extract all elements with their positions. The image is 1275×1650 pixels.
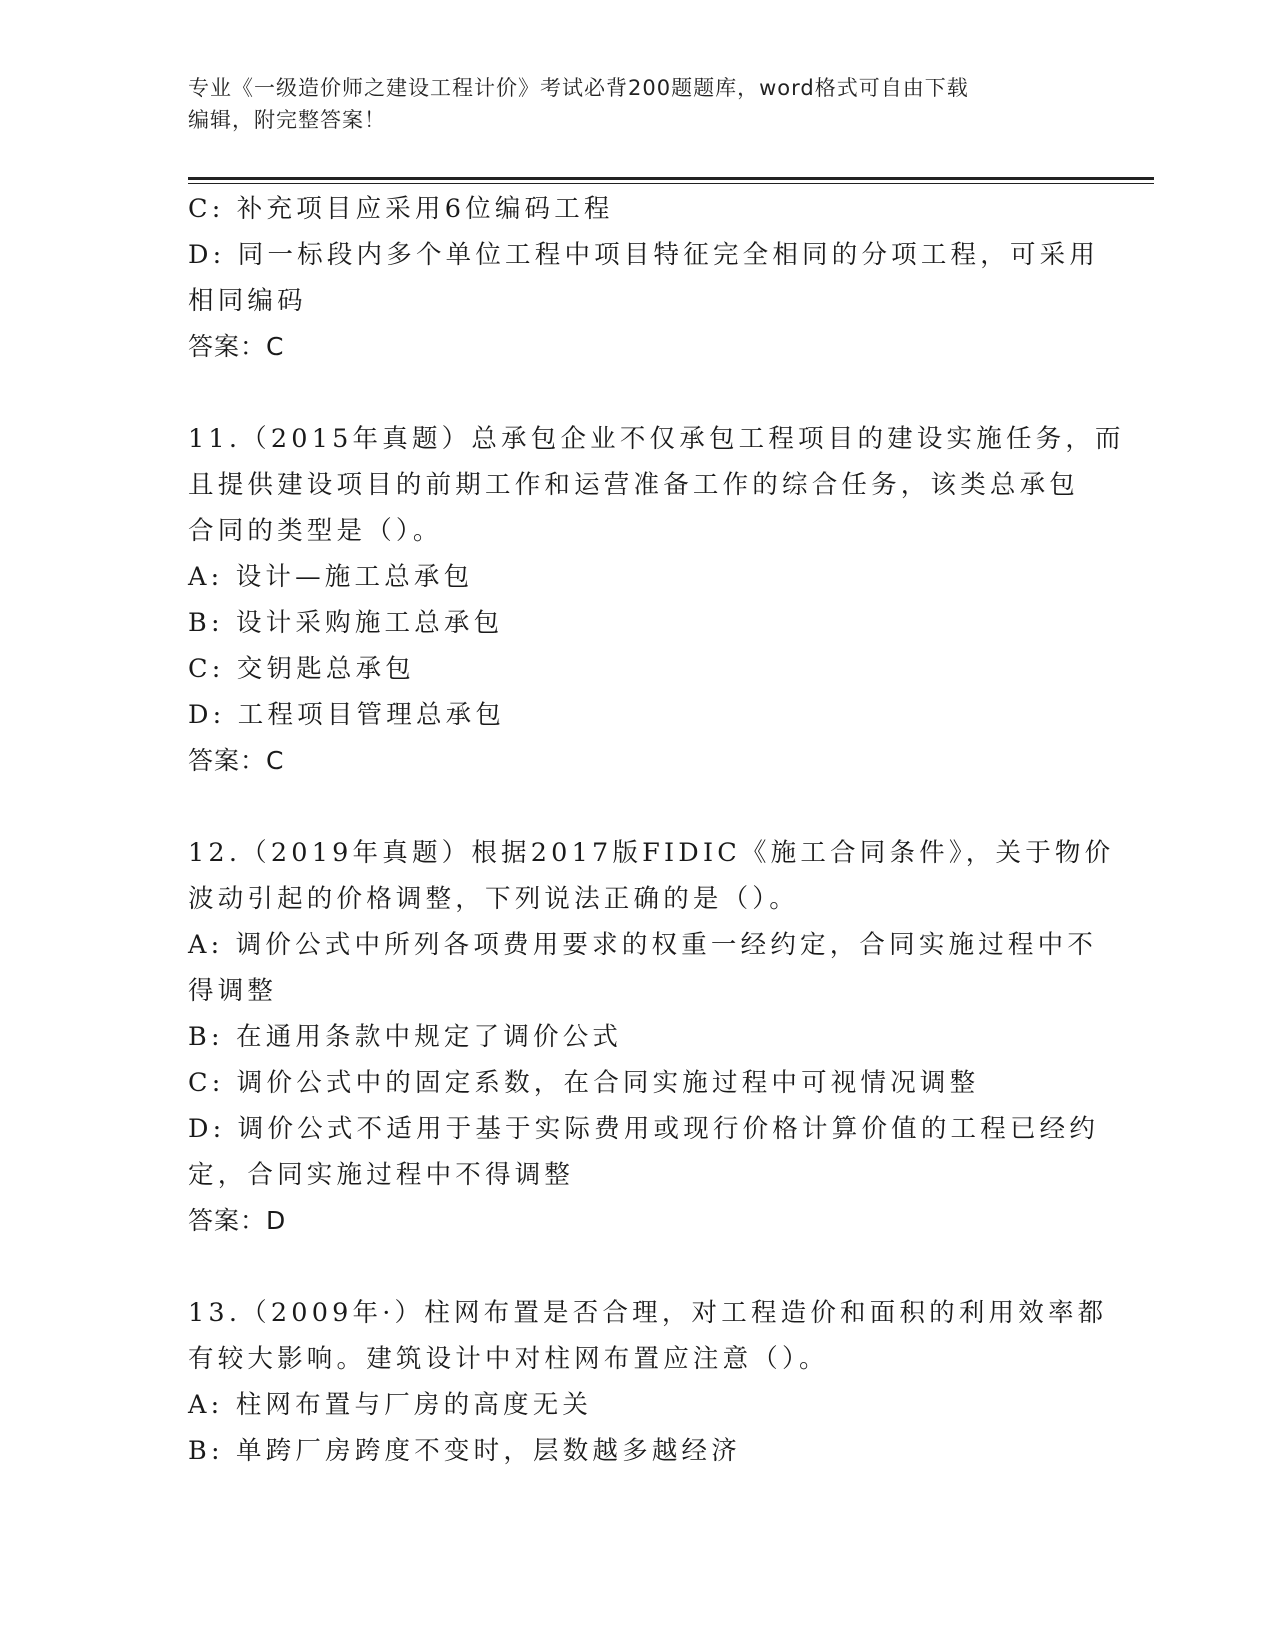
option-c: C: 补充项目应采用6位编码工程 bbox=[188, 194, 614, 224]
question-stem: 12.（2019年真题）根据2017版FIDIC《施工合同条件》，关于物价 bbox=[188, 838, 1115, 868]
page-header bbox=[188, 72, 1088, 136]
option-b: B: 单跨厂房跨度不变时，层数越多越经济 bbox=[188, 1436, 741, 1466]
option-d: D: 工程项目管理总承包 bbox=[188, 700, 506, 730]
spacer bbox=[188, 1244, 1088, 1290]
option-d: D: 调价公式不适用于基于实际费用或现行价格计算价值的工程已经约 bbox=[188, 1114, 1100, 1144]
option-a: A: 柱网布置与厂房的高度无关 bbox=[188, 1390, 593, 1420]
answer: 答案：C bbox=[188, 746, 285, 775]
option-c: C: 交钥匙总承包 bbox=[188, 654, 416, 684]
question-12 bbox=[188, 830, 1115, 1244]
spacer bbox=[188, 370, 1088, 416]
option-b: B: 设计采购施工总承包 bbox=[188, 608, 504, 638]
question-stem-continued: 有较大影响。建筑设计中对柱网布置应注意（）。 bbox=[188, 1344, 829, 1374]
question-stem-continued: 且提供建设项目的前期工作和运营准备工作的综合任务，该类总承包 bbox=[188, 470, 1080, 500]
option-d-continued: 相同编码 bbox=[188, 286, 307, 316]
question-stem: 13.（2009年·）柱网布置是否合理，对工程造价和面积的利用效率都 bbox=[188, 1298, 1108, 1328]
question-10-fragment bbox=[188, 186, 1100, 370]
question-13 bbox=[188, 1290, 1108, 1474]
header-divider-thick bbox=[188, 177, 1154, 180]
question-11 bbox=[188, 416, 1125, 784]
answer: 答案：C bbox=[188, 332, 285, 361]
answer: 答案：D bbox=[188, 1206, 287, 1235]
question-stem: 11.（2015年真题）总承包企业不仅承包工程项目的建设实施任务，而 bbox=[188, 424, 1125, 454]
option-b: B: 在通用条款中规定了调价公式 bbox=[188, 1022, 623, 1052]
option-d-continued: 定，合同实施过程中不得调整 bbox=[188, 1160, 575, 1190]
option-c: C: 调价公式中的固定系数，在合同实施过程中可视情况调整 bbox=[188, 1068, 980, 1098]
header-divider-thin bbox=[188, 183, 1154, 184]
question-stem-continued: 合同的类型是（）。 bbox=[188, 516, 443, 546]
option-a-continued: 得调整 bbox=[188, 976, 278, 1006]
spacer bbox=[188, 784, 1088, 830]
header-title-line-1: 专业《一级造价师之建设工程计价》考试必背200题题库，word格式可自由下载 bbox=[188, 76, 969, 100]
question-stem-continued: 波动引起的价格调整，下列说法正确的是（）。 bbox=[188, 884, 799, 914]
option-a: A: 调价公式中所列各项费用要求的权重一经约定，合同实施过程中不 bbox=[188, 930, 1098, 960]
option-a: A: 设计—施工总承包 bbox=[188, 562, 474, 592]
question-list bbox=[188, 186, 1125, 1474]
option-d: D: 同一标段内多个单位工程中项目特征完全相同的分项工程，可采用 bbox=[188, 240, 1100, 270]
header-title-line-2: 编辑，附完整答案！ bbox=[188, 108, 386, 132]
